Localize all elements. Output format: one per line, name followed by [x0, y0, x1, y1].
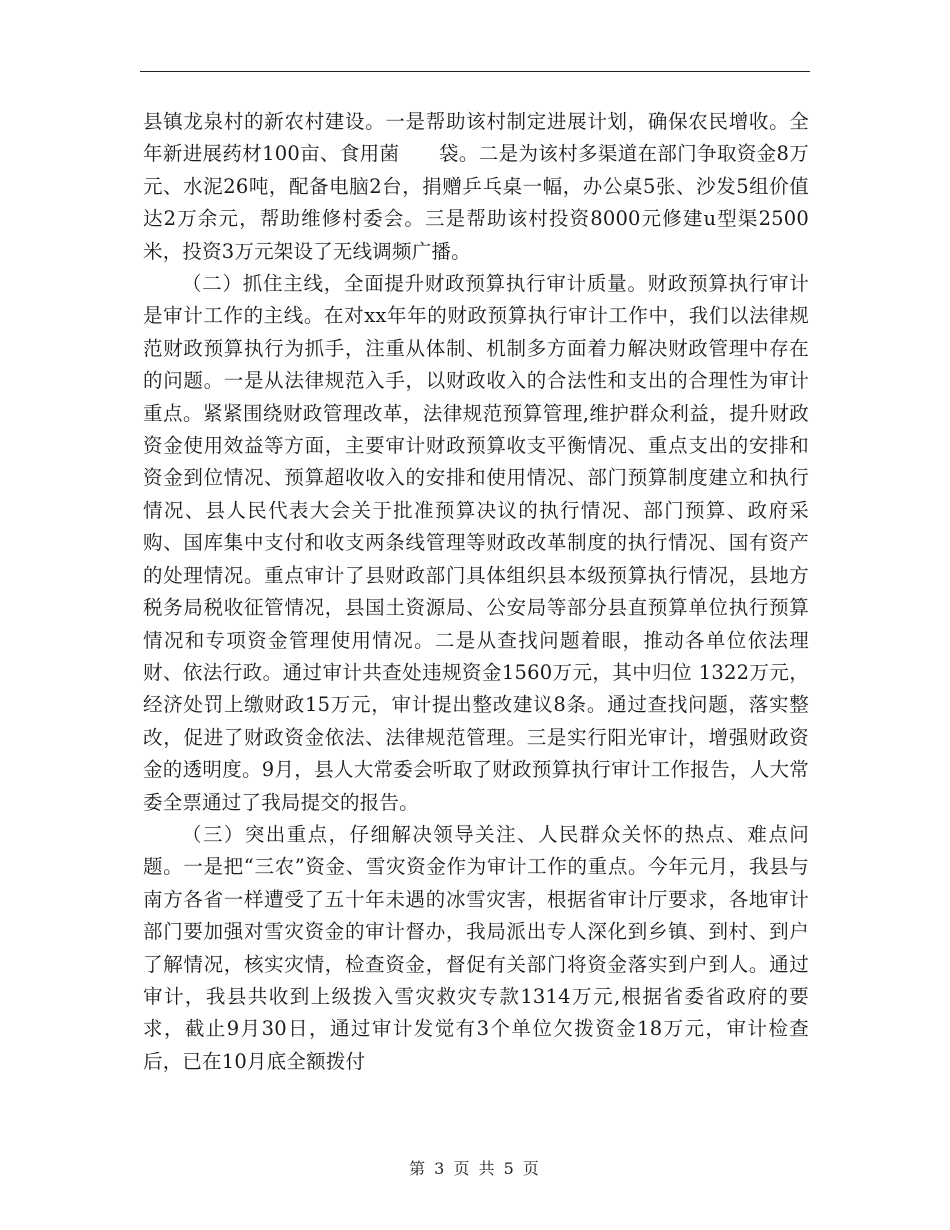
paragraph-3: （三）突出重点，仔细解决领导关注、人民群众关怀的热点、难点问题。一是把“三农”资金、雪灾资金作为审计工作的重点。今年元月，我县与南方各省一样遭受了五十年未遇的冰雪灾害，根据省审计厅要求，各地审计部门要加强对雪灾资金的审计督办，我局派出专人深化到乡镇、到村、到户了解情况，核实灾情，检查资金，督促有关部门将资金落实到户到人。通过审计，我县共收到上级拨入雪灾救灾专款1314万元,根据省委省政府的要求，截止9月30日，通过审计发觉有3个单位欠拨资金18万元，审计检查后，已在10月底全额拨付 — [143, 822, 809, 1073]
paragraph-2: （二）抓住主线，全面提升财政预算执行审计质量。财政预算执行审计是审计工作的主线。在对xx年年的财政预算执行审计工作中，我们以法律规范财政预算执行为抓手，注重从体制、机制多方面着力解决财政管理中存在的问题。一是从法律规范入手，以财政收入的合法性和支出的合理性为审计重点。紧紧围绕财政管理改革，法律规范预算管理,维护群众利益，提升财政资金使用效益等方面，主要审计财政预算收支平衡情况、重点支出的安排和资金到位情况、预算超收收入的安排和使用情况、部门预算制度建立和执行情况、县人民代表大会关于批准预算决议的执行情况、部门预算、政府采购、国库集中支付和收支两条线管理等财政改革制度的执行情况、国有资产的处理情况。重点审计了县财政部门具体组织县本级预算执行情况，县地方税务局税收征管情况，县国土资源局、公安局等部分县直预算单位执行预算情况和专项资金管理使用情况。二是从查找问题着眼，推动各单位依法理财、依法行政。通过审计共查处违规资金1560万元，其中归位 1322万元，经济处罚上缴财政15万元，审计提出整改建议8条。通过查找问题，落实整改，促进了财政资金依法、法律规范管理。三是实行阳光审计，增强财政资金的透明度。9月，县人大常委会听取了财政预算执行审计工作报告，人大常委全票通过了我局提交的报告。 — [143, 272, 809, 814]
page-footer: 第 3 页 共 5 页 — [409, 1159, 541, 1178]
paragraph-1: 县镇龙泉村的新农村建设。一是帮助该村制定进展计划，确保农民增收。全年新进展药材100亩、食用菌 袋。二是为该村多渠道在部门争取资金8万元、水泥26吨，配备电脑2台，捐赠乒乓桌一幅，办公桌5张、沙发5组价值达2万余元，帮助维修村委会。三是帮助该村投资8000元修建u型渠2500米，投资3万元架设了无线调频广播。 — [143, 110, 809, 263]
document-body — [143, 106, 809, 1078]
header-rule — [140, 71, 810, 72]
